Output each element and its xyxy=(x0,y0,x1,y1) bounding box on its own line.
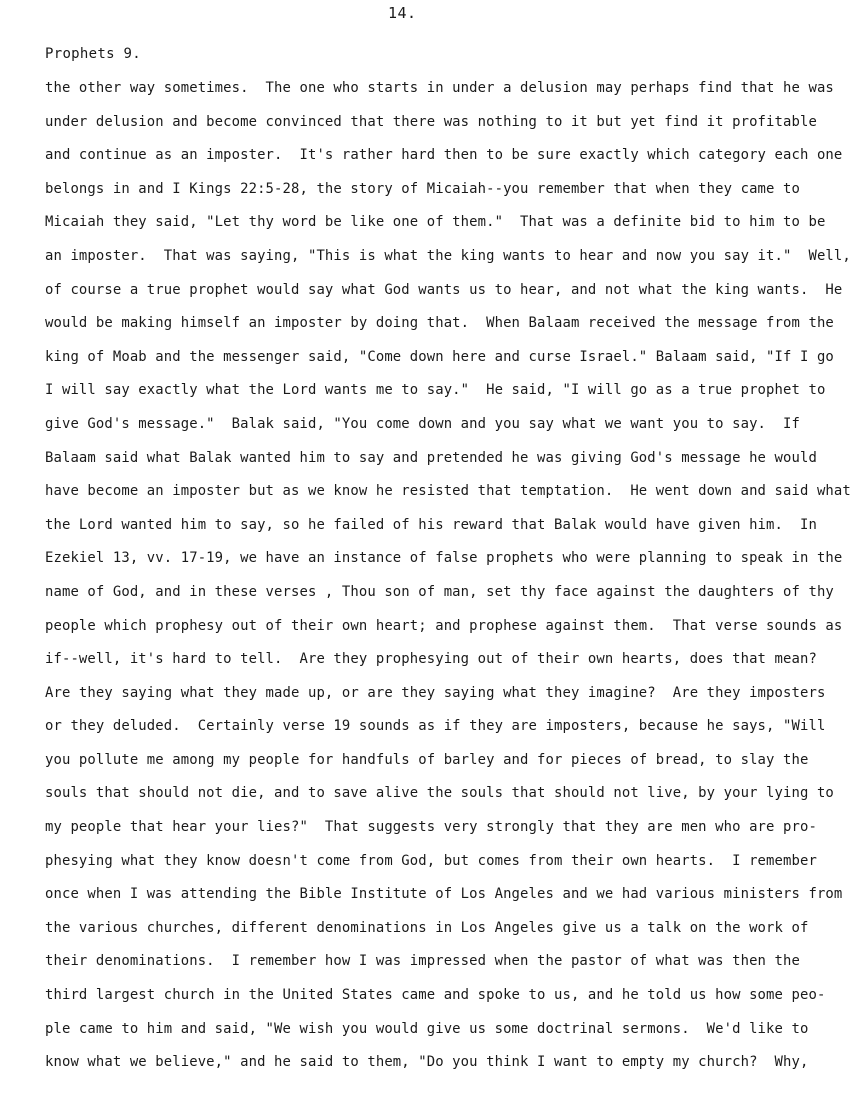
text-line: you pollute me among my people for handfuls of barley and for pieces of bread, to slay the xyxy=(45,751,809,768)
text-line: of course a true prophet would say what God wants us to hear, and not what the king wants. He xyxy=(45,281,843,298)
text-line: ple came to him and said, "We wish you would give us some doctrinal sermons. We'd like to xyxy=(45,1020,809,1037)
text-line: I will say exactly what the Lord wants me to say." He said, "I will go as a true prophet to xyxy=(45,382,826,399)
text-line: phesying what they know doesn't come from God, but comes from their own hearts. I remember xyxy=(45,852,817,869)
text-line: third largest church in the United States came and spoke to us, and he told us how some peo- xyxy=(45,987,826,1004)
text-line: Balaam said what Balak wanted him to say and pretended he was giving God's message he would xyxy=(45,449,817,466)
text-line: the Lord wanted him to say, so he failed of his reward that Balak would have given him. In xyxy=(45,516,817,533)
text-line: Are they saying what they made up, or are they saying what they imagine? Are they imposters xyxy=(45,684,826,701)
text-line: souls that should not die, and to save alive the souls that should not live, by your lying to xyxy=(45,785,834,802)
text-line: once when I was attending the Bible Institute of Los Angeles and we had various ministers from xyxy=(45,886,843,903)
text-line: Ezekiel 13, vv. 17-19, we have an instance of false prophets who were planning to speak in the xyxy=(45,550,843,567)
page-number: 14. xyxy=(388,4,417,22)
text-line: king of Moab and the messenger said, "Come down here and curse Israel." Balaam said, "If I go xyxy=(45,348,834,365)
text-line: an imposter. That was saying, "This is what the king wants to hear and now you say it." Well, xyxy=(45,247,851,264)
text-line: name of God, and in these verses , Thou son of man, set thy face against the daughters of thy xyxy=(45,583,834,600)
text-line: give God's message." Balak said, "You come down and you say what we want you to say. If xyxy=(45,415,800,432)
text-line: under delusion and become convinced that there was nothing to it but yet find it profitable xyxy=(45,113,817,130)
section-heading: Prophets 9. xyxy=(45,46,142,62)
text-line: know what we believe," and he said to them, "Do you think I want to empty my church? Why, xyxy=(45,1054,809,1071)
text-line: would be making himself an imposter by doing that. When Balaam received the message from the xyxy=(45,315,834,332)
text-line: and continue as an imposter. It's rather hard then to be sure exactly which category each one xyxy=(45,147,843,164)
text-line: or they deluded. Certainly verse 19 sounds as if they are imposters, because he says, "Will xyxy=(45,718,826,735)
text-line: belongs in and I Kings 22:5-28, the story of Micaiah--you remember that when they came to xyxy=(45,180,800,197)
text-line: the other way sometimes. The one who starts in under a delusion may perhaps find that he was xyxy=(45,80,834,96)
text-line: people which prophesy out of their own heart; and prophese against them. That verse sounds as xyxy=(45,617,843,634)
body-text xyxy=(45,80,851,1088)
text-line: their denominations. I remember how I was impressed when the pastor of what was then the xyxy=(45,953,800,970)
text-line: the various churches, different denominations in Los Angeles give us a talk on the work of xyxy=(45,919,809,936)
text-line: my people that hear your lies?" That suggests very strongly that they are men who are pro- xyxy=(45,819,817,836)
text-line: Micaiah they said, "Let thy word be like one of them." That was a definite bid to him to be xyxy=(45,214,826,231)
text-line: have become an imposter but as we know he resisted that temptation. He went down and said what xyxy=(45,483,851,500)
text-line: if--well, it's hard to tell. Are they prophesying out of their own hearts, does that mean? xyxy=(45,651,817,668)
